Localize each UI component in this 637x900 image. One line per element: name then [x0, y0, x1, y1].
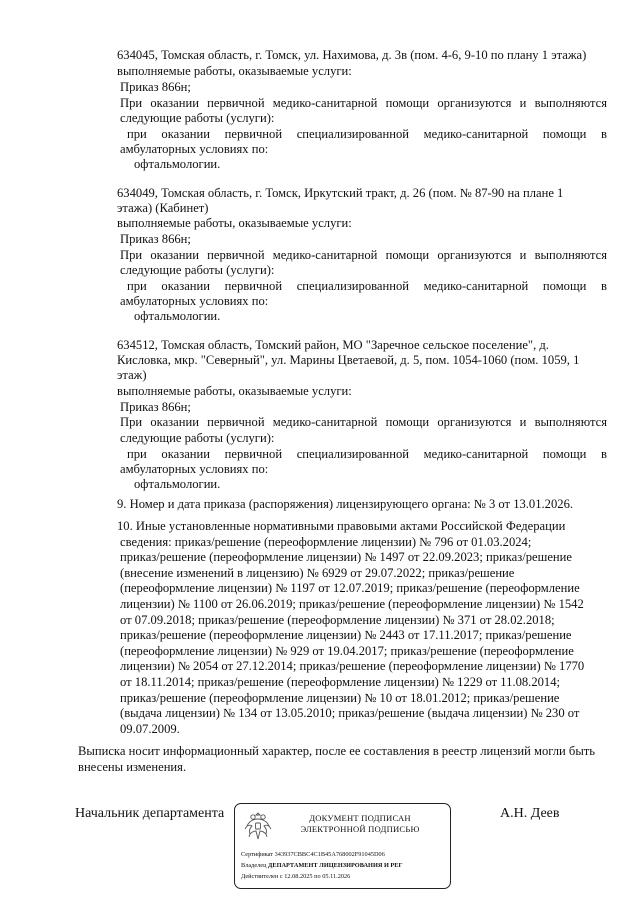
specialty-3: офтальмологии.: [134, 477, 221, 491]
stamp-owner: [241, 862, 451, 870]
disclaimer-line-2: внесены изменения.: [78, 760, 187, 774]
works-label-2: выполняемые работы, оказываемые услуги:: [117, 216, 352, 230]
section-10-line: приказ/решение (переоформление лицензии) № 2443 от 17.11.2017; приказ/решение: [120, 628, 572, 643]
primary-care-line-2: следующие работы (услуги):: [120, 431, 275, 445]
address-3-line-1: 634512, Томская область, Томский район, МО "Заречное сельское поселение", д.: [117, 338, 549, 352]
section-10-line: (переоформление лицензии) № 1197 от 12.07.2019; приказ/решение (переоформление: [120, 581, 580, 596]
primary-care-line-2: следующие работы (услуги):: [120, 263, 275, 277]
address-2-line-1: 634049, Томская область, г. Томск, Иркутский тракт, д. 26 (пом. № 87-90 на плане 1: [117, 186, 564, 200]
section-10-line: лицензии) № 2054 от 27.12.2014; приказ/решение (переоформление лицензии) № 1770: [120, 659, 585, 674]
section-10-line: (переоформление лицензии) № 929 от 19.04.2017; приказ/решение (переоформление: [120, 643, 574, 658]
specialized-care-line-2: амбулаторных условиях по:: [120, 294, 269, 308]
address-3-line-2: Кисловка, мкр. "Северный", ул. Марины Цветаевой, д. 5, пом. 1054-1060 (пом. 1059, 1: [117, 353, 580, 367]
section-10-other-info: [117, 519, 607, 737]
russian-coat-of-arms-emblem: [244, 809, 272, 843]
section-10-line: приказ/решение (переоформление лицензии) № 10 от 18.01.2012; приказ/решение: [120, 690, 560, 705]
section-10-line: сведения: приказ/решение (переоформление лицензии) № 796 от 01.03.2024;: [120, 534, 532, 549]
signatory-position: Начальник департамента: [75, 806, 225, 821]
order-2: Приказ 866н;: [120, 232, 191, 246]
section-10-line: 09.07.2009.: [120, 721, 180, 736]
stamp-certificate: [241, 851, 451, 859]
primary-care-line-1: При оказании первичной медико-санитарной помощи организуются и выполняются: [120, 415, 607, 429]
stamp-title-line-2: ЭЛЕКТРОННОЙ ПОДПИСЬЮ: [300, 824, 420, 834]
section-10-line: от 07.09.2018; приказ/решение (переоформление лицензии) № 371 от 28.02.2018;: [120, 612, 555, 627]
section-10-line: приказ/решение (переоформление лицензии) № 1497 от 22.09.2023; приказ/решение: [120, 550, 572, 565]
address-3-line-3: этаж): [117, 368, 147, 382]
electronic-signature-stamp: [234, 803, 451, 889]
order-1: Приказ 866н;: [120, 80, 191, 94]
disclaimer-line-1: Выписка носит информационный характер, после ее составления в реестр лицензий могли быть: [78, 744, 596, 758]
works-label-3: выполняемые работы, оказываемые услуги:: [117, 384, 352, 398]
order-3: Приказ 866н;: [120, 400, 191, 414]
certificate-label: Сертификат: [241, 851, 274, 858]
owner-label: Владелец: [241, 862, 267, 869]
section-9-order-number: 9. Номер и дата приказа (распоряжения) лицензирующего органа: № 3 от 13.01.2026.: [117, 497, 574, 511]
specialized-care-line-2: амбулаторных условиях по:: [120, 142, 269, 156]
works-label-1: выполняемые работы, оказываемые услуги:: [117, 64, 352, 78]
primary-care-line-1: При оказании первичной медико-санитарной помощи организуются и выполняются: [120, 96, 607, 110]
specialized-care-line-1: при оказании первичной специализированной медико-санитарной помощи в: [127, 447, 607, 461]
stamp-validity: Действителен с 12.08.2025 по 05.11.2026: [241, 873, 351, 880]
specialized-care-line-2: амбулаторных условиях по:: [120, 462, 269, 476]
primary-care-line-1: При оказании первичной медико-санитарной помощи организуются и выполняются: [120, 248, 607, 262]
primary-care-line-2: следующие работы (услуги):: [120, 111, 275, 125]
section-10-line: (выдача лицензии) № 134 от 13.05.2010; приказ/решение (выдача лицензии) № 230 от: [120, 706, 580, 721]
specialty-2: офтальмологии.: [134, 309, 221, 323]
stamp-title-line-1: ДОКУМЕНТ ПОДПИСАН: [309, 813, 411, 823]
specialized-care-line-1: при оказании первичной специализированной медико-санитарной помощи в: [127, 279, 607, 293]
stamp-title: [275, 813, 445, 835]
specialty-1: офтальмологии.: [134, 157, 221, 171]
signatory-name: А.Н. Деев: [500, 806, 560, 821]
section-10-line: лицензии) № 1100 от 26.06.2019; приказ/решение (переоформление лицензии) № 1542: [120, 596, 584, 611]
section-10-line: от 18.11.2014; приказ/решение (переоформление лицензии) № 1229 от 11.08.2014;: [120, 674, 560, 689]
owner-name: ДЕПАРТАМЕНТ ЛИЦЕНЗИРОВАНИЯ И РЕГ: [268, 862, 403, 869]
address-1: 634045, Томская область, г. Томск, ул. Нахимова, д. 3в (пом. 4-6, 9-10 по плану 1 этажа): [117, 48, 587, 62]
section-10-line: 10. Иные установленные нормативными правовыми актами Российской Федерации: [117, 519, 566, 533]
address-2-line-2: этажа) (Кабинет): [117, 201, 209, 215]
certificate-number: 343937CBBC4C1B45A768002F91045D06: [274, 851, 385, 858]
section-10-line: (внесение изменений в лицензию) № 6929 от 29.07.2022; приказ/решение: [120, 565, 515, 580]
specialized-care-line-1: при оказании первичной специализированной медико-санитарной помощи в: [127, 127, 607, 141]
